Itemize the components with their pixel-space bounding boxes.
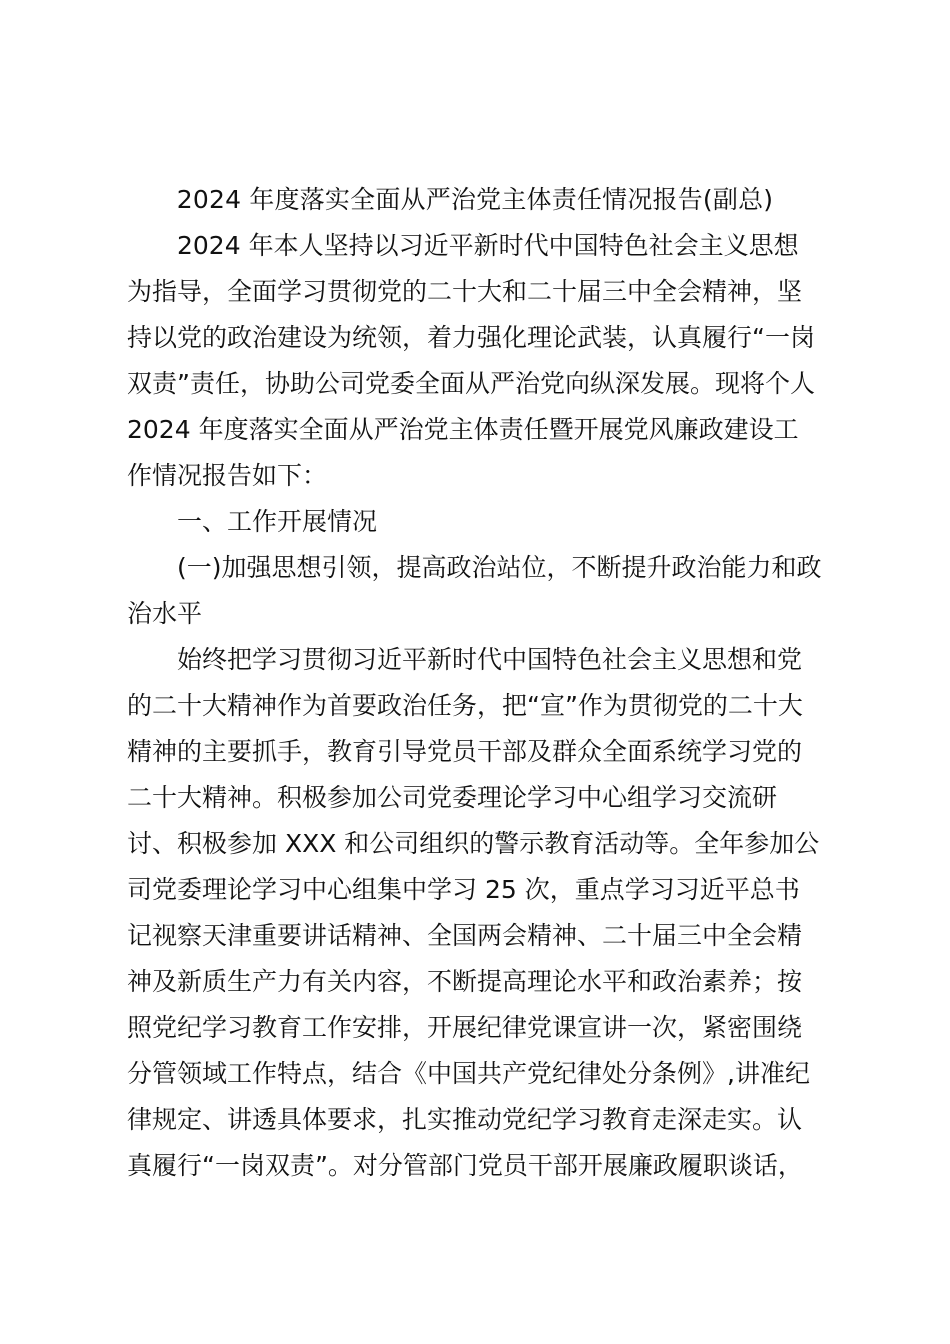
- paragraph-line: 分管领域工作特点，结合《中国共产党纪律处分条例》,讲准纪: [127, 1059, 810, 1088]
- section-heading: 一、工作开展情况: [177, 507, 378, 536]
- paragraph-line: 记视察天津重要讲话精神、全国两会精神、二十届三中全会精: [127, 921, 803, 950]
- paragraph-line: 讨、积极参加 XXX 和公司组织的警示教育活动等。全年参加公: [127, 829, 820, 858]
- paragraph-line: 2024 年本人坚持以习近平新时代中国特色社会主义思想: [177, 231, 799, 260]
- paragraph-line: 二十大精神。积极参加公司党委理论学习中心组学习交流研: [127, 783, 778, 812]
- paragraph-line: 始终把学习贯彻习近平新时代中国特色社会主义思想和党: [177, 645, 803, 674]
- paragraph-line: 真履行“一岗双责”。对分管部门党员干部开展廉政履职谈话，: [127, 1151, 803, 1180]
- paragraph-line: 的二十大精神作为首要政治任务，把“宣”作为贯彻党的二十大: [127, 691, 803, 720]
- paragraph-line: 律规定、讲透具体要求，扎实推动党纪学习教育走深走实。认: [127, 1105, 803, 1134]
- paragraph-line: 精神的主要抓手，教育引导党员干部及群众全面系统学习党的: [127, 737, 803, 766]
- paragraph-line: 持以党的政治建设为统领，着力强化理论武装，认真履行“一岗: [127, 323, 815, 352]
- paragraph-line: 为指导，全面学习贯彻党的二十大和二十届三中全会精神，坚: [127, 277, 803, 306]
- paragraph-line: 双责”责任，协助公司党委全面从严治党向纵深发展。现将个人: [127, 369, 815, 398]
- paragraph-line: 司党委理论学习中心组集中学习 25 次，重点学习习近平总书: [127, 875, 800, 904]
- subsection-heading-continued: 治水平: [127, 599, 203, 628]
- document-title: 2024 年度落实全面从严治党主体责任情况报告(副总): [176, 185, 774, 214]
- paragraph-line: 照党纪学习教育工作安排，开展纪律党课宣讲一次，紧密围绕: [127, 1013, 803, 1042]
- subsection-heading: (一)加强思想引领，提高政治站位，不断提升政治能力和政: [177, 553, 822, 582]
- paragraph-line: 神及新质生产力有关内容，不断提高理论水平和政治素养；按: [127, 967, 803, 996]
- paragraph-line: 2024 年度落实全面从严治党主体责任暨开展党风廉政建设工: [127, 415, 799, 444]
- paragraph-line: 作情况报告如下：: [127, 461, 328, 490]
